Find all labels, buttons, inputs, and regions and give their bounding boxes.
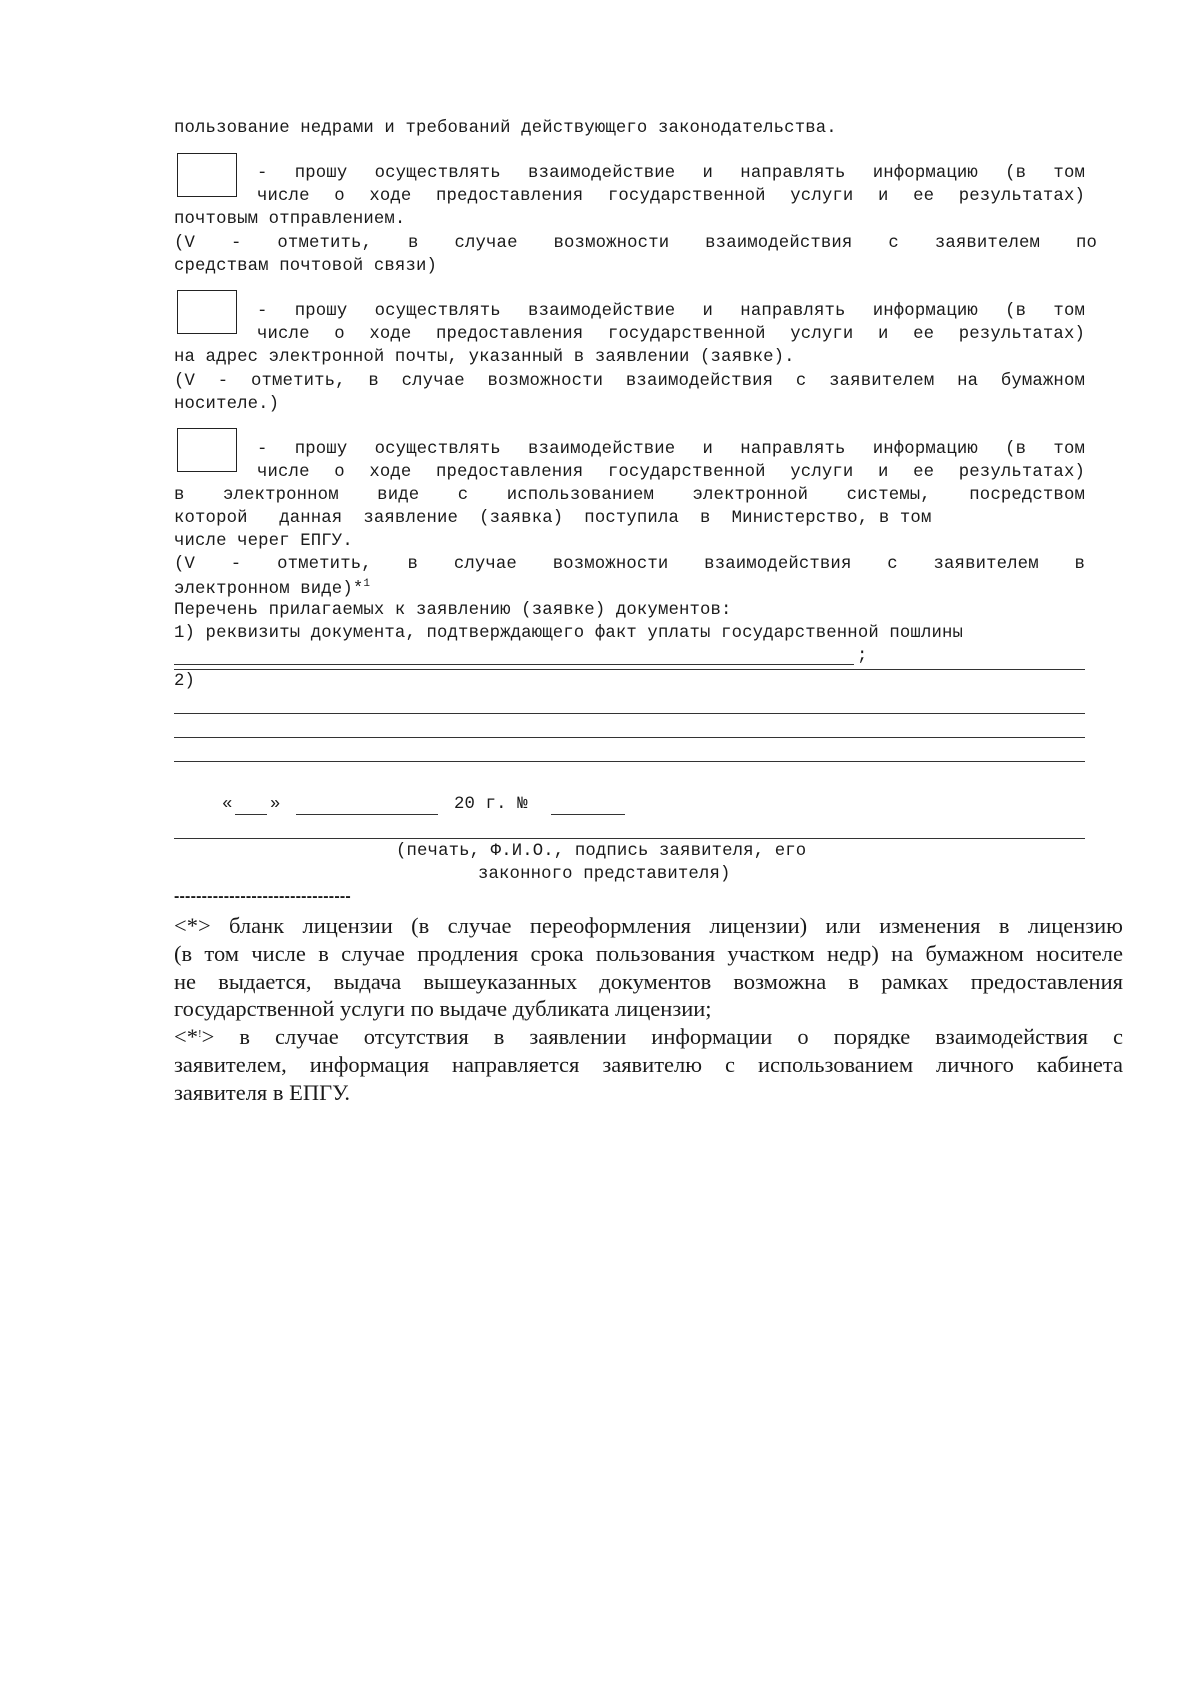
documents-heading: Перечень прилагаемых к заявлению (заявке) документов:: [174, 601, 732, 620]
fill-line-item1[interactable]: [174, 664, 854, 665]
block3-note1: (V - отметить, в случае возможности взаимодействия с заявителем в: [174, 555, 1085, 574]
date-year-number: 20 г. №: [454, 795, 528, 814]
footnote-1-line-1: <*> бланк лицензии (в случае переоформления лицензии) или изменения в лицензию: [174, 913, 1123, 938]
date-number-field[interactable]: [551, 814, 625, 815]
documents-item-2: 2): [174, 672, 196, 691]
checkbox-electronic[interactable]: [177, 428, 237, 472]
footnote-ref: 1: [363, 578, 371, 590]
footnote-1-line-3: не выдается, выдача вышеуказанных документов возможна в рамках предоставления: [174, 969, 1123, 994]
fill-line-item2-a[interactable]: [174, 713, 1085, 714]
signature-caption-1: (печать, Ф.И.О., подпись заявителя, его: [396, 842, 807, 861]
intro-line: пользование недрами и требований действующего законодательства.: [174, 119, 837, 138]
block3-line2: числе о ходе предоставления государственной услуги и ее результатах): [257, 463, 1085, 482]
checkbox-email[interactable]: [177, 290, 237, 334]
block1-note1: (V - отметить, в случае возможности взаимодействия с заявителем по: [174, 234, 1097, 253]
separator-line: [174, 669, 1085, 670]
block3-line3: в электронном виде с использованием электронной системы, посредством: [174, 486, 1085, 505]
block2-note1: (V - отметить, в случае возможности взаимодействия с заявителем на бумажном: [174, 372, 1085, 391]
block3-line1: - прошу осуществлять взаимодействие и направлять информацию (в том: [257, 440, 1085, 459]
documents-item-1-end: ;: [857, 647, 868, 666]
block2-line3: на адрес электронной почты, указанный в заявлении (заявке).: [174, 348, 795, 367]
block2-line2: числе о ходе предоставления государственной услуги и ее результатах): [257, 325, 1085, 344]
footnote-1-line-2: (в том числе в случае продления срока пользования участком недр) на бумажном носителе: [174, 941, 1123, 966]
signature-line[interactable]: [174, 838, 1085, 839]
date-day-field[interactable]: [235, 814, 267, 815]
footnote-2-line-1: <*!> в случае отсутствия в заявлении информации о порядке взаимодействия с: [174, 1024, 1123, 1049]
footnote-2-sup: !: [197, 1028, 202, 1040]
footnote-2-line-2: заявителем, информация направляется заявителю с использованием личного кабинета: [174, 1052, 1123, 1077]
date-close-quote: »: [270, 795, 281, 814]
block2-line1: - прошу осуществлять взаимодействие и направлять информацию (в том: [257, 302, 1085, 321]
block1-line1: - прошу осуществлять взаимодействие и направлять информацию (в том: [257, 164, 1085, 183]
footnote-2-line-3: заявителя в ЕПГУ.: [174, 1080, 351, 1105]
documents-item-1: 1) реквизиты документа, подтверждающего факт уплаты государственной пошлины: [174, 624, 964, 643]
footnote-separator: --------------------------------: [174, 888, 351, 905]
date-month-field[interactable]: [296, 814, 438, 815]
block3-note2: электронном виде)*$^1$: [174, 578, 371, 599]
block3-line4: которой данная заявление (заявка) поступила в Министерство, в том: [174, 509, 932, 528]
block2-note2: носителе.): [174, 395, 280, 414]
footnote-1-line-4: государственной услуги по выдаче дубликата лицензии;: [174, 996, 712, 1021]
date-open-quote: «: [222, 795, 233, 814]
fill-line-item2-c[interactable]: [174, 761, 1085, 762]
block1-note2: средствам почтовой связи): [174, 257, 438, 276]
signature-caption-2: законного представителя): [478, 865, 731, 884]
checkbox-postal[interactable]: [177, 153, 237, 197]
block1-line2: числе о ходе предоставления государственной услуги и ее результатах): [257, 187, 1085, 206]
block1-line3: почтовым отправлением.: [174, 210, 406, 229]
block3-line5: числе черег ЕПГУ.: [174, 532, 353, 551]
fill-line-item2-b[interactable]: [174, 737, 1085, 738]
